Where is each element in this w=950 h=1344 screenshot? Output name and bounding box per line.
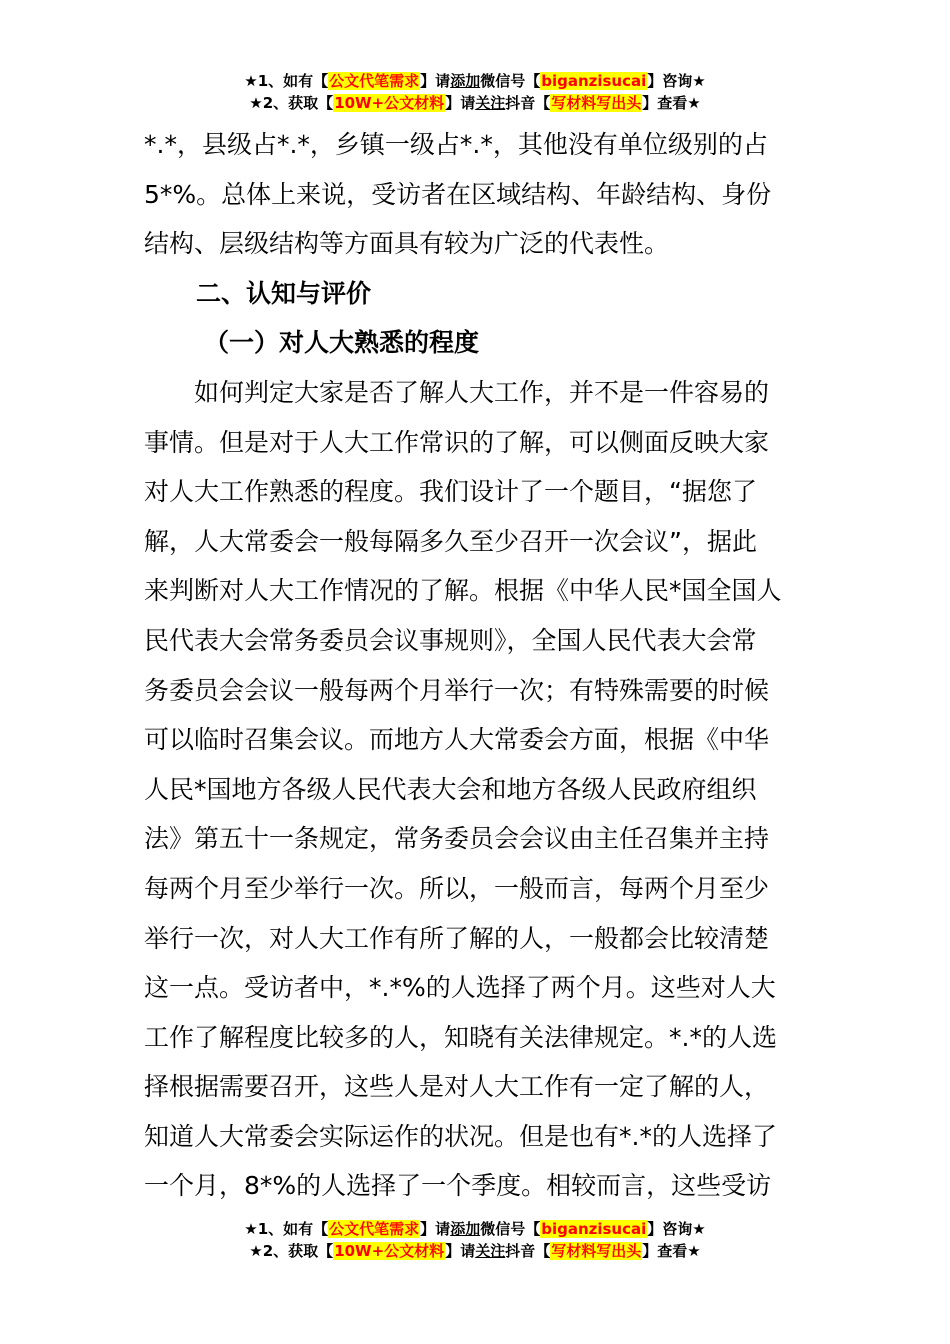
body-paragraph	[144, 368, 808, 1211]
promo-banner-bottom	[0, 1218, 950, 1262]
promo-highlight: 公文代笔需求	[329, 1220, 420, 1238]
promo-text: 】咨询★	[647, 1220, 706, 1238]
promo-highlight: 10W+公文材料	[334, 1242, 445, 1260]
promo-banner-top	[0, 70, 950, 114]
promo-text: 抖音【	[505, 94, 551, 112]
text-line: 择根据需要召开，这些人是对人大工作有一定了解的人，	[144, 1072, 770, 1102]
text-line: 工作了解程度比较多的人，知晓有关法律规定。*.*的人选	[144, 1022, 777, 1052]
promo-underline: 关注	[475, 94, 506, 112]
promo-text: 抖音【	[505, 1242, 551, 1260]
promo-highlight: 写材料写出头	[551, 94, 642, 112]
promo-highlight: biganzisucai	[541, 1220, 647, 1238]
promo-line-2	[0, 92, 950, 114]
text-line: 人民*国地方各级人民代表大会和地方各级人民政府组织	[144, 774, 757, 804]
text-line: 结构、层级结构等方面具有较为广泛的代表性。	[144, 229, 670, 259]
text-line: 务委员会会议一般每两个月举行一次；有特殊需要的时候	[144, 675, 770, 705]
promo-text: ★1、如有【	[244, 72, 329, 90]
text-line: 举行一次，对人大工作有所了解的人，一般都会比较清楚	[144, 923, 770, 953]
text-line	[144, 368, 808, 418]
promo-highlight: 写材料写出头	[551, 1242, 642, 1260]
text-line: 来判断对人大工作情况的了解。根据《中华人民*国全国人	[144, 576, 782, 606]
subsection-heading: （一）对人大熟悉的程度	[204, 328, 480, 358]
promo-text: 】请	[420, 72, 451, 90]
section-heading: 二、认知与评价	[196, 278, 372, 308]
text-line: 5*%。总体上来说，受访者在区域结构、年龄结构、身份	[144, 179, 772, 209]
promo-underline: 关注	[475, 1242, 506, 1260]
text-line: 对人大工作熟悉的程度。我们设计了一个题目，“据您了	[144, 477, 757, 507]
text-line: 一个月，8*%的人选择了一个季度。相较而言，这些受访	[144, 1171, 772, 1201]
promo-line-1	[0, 1218, 950, 1240]
promo-text: 】请	[445, 1242, 476, 1260]
text-line-content: 如何判定大家是否了解人大工作，并不是一件容易的	[194, 377, 770, 407]
intro-paragraph	[144, 120, 808, 269]
promo-line-2	[0, 1240, 950, 1262]
promo-text: 】咨询★	[647, 72, 706, 90]
text-line: 可以临时召集会议。而地方人大常委会方面，根据《中华	[144, 725, 770, 755]
promo-text: ★2、获取【	[249, 94, 334, 112]
text-line: 法》第五十一条规定，常务委员会会议由主任召集并主持	[144, 824, 770, 854]
text-line: *.*，县级占*.*，乡镇一级占*.*，其他没有单位级别的占	[144, 130, 768, 159]
promo-text: 】查看★	[642, 94, 701, 112]
promo-text: ★2、获取【	[249, 1242, 334, 1260]
promo-text: ★1、如有【	[244, 1220, 329, 1238]
promo-highlight: biganzisucai	[541, 72, 647, 90]
promo-underline: 添加	[450, 1220, 481, 1238]
document-content	[144, 120, 808, 1211]
promo-highlight: 公文代笔需求	[329, 72, 420, 90]
text-line: 知道人大常委会实际运作的状况。但是也有*.*的人选择了	[144, 1121, 777, 1151]
promo-text: 】查看★	[642, 1242, 701, 1260]
text-line: 这一点。受访者中，*.*%的人选择了两个月。这些对人大	[144, 973, 776, 1003]
promo-text: 】请	[445, 94, 476, 112]
text-line: 每两个月至少举行一次。所以，一般而言，每两个月至少	[144, 873, 770, 903]
promo-underline: 添加	[450, 72, 481, 90]
promo-highlight: 10W+公文材料	[334, 94, 445, 112]
promo-text: 】请	[420, 1220, 451, 1238]
text-line: 民代表大会常务委员会议事规则》，全国人民代表大会常	[144, 625, 757, 655]
promo-line-1	[0, 70, 950, 92]
promo-text: 微信号【	[480, 72, 541, 90]
promo-text: 微信号【	[480, 1220, 541, 1238]
text-line: 事情。但是对于人大工作常识的了解，可以侧面反映大家	[144, 427, 770, 457]
text-line: 解，人大常委会一般每隔多久至少召开一次会议”，据此	[144, 526, 757, 556]
